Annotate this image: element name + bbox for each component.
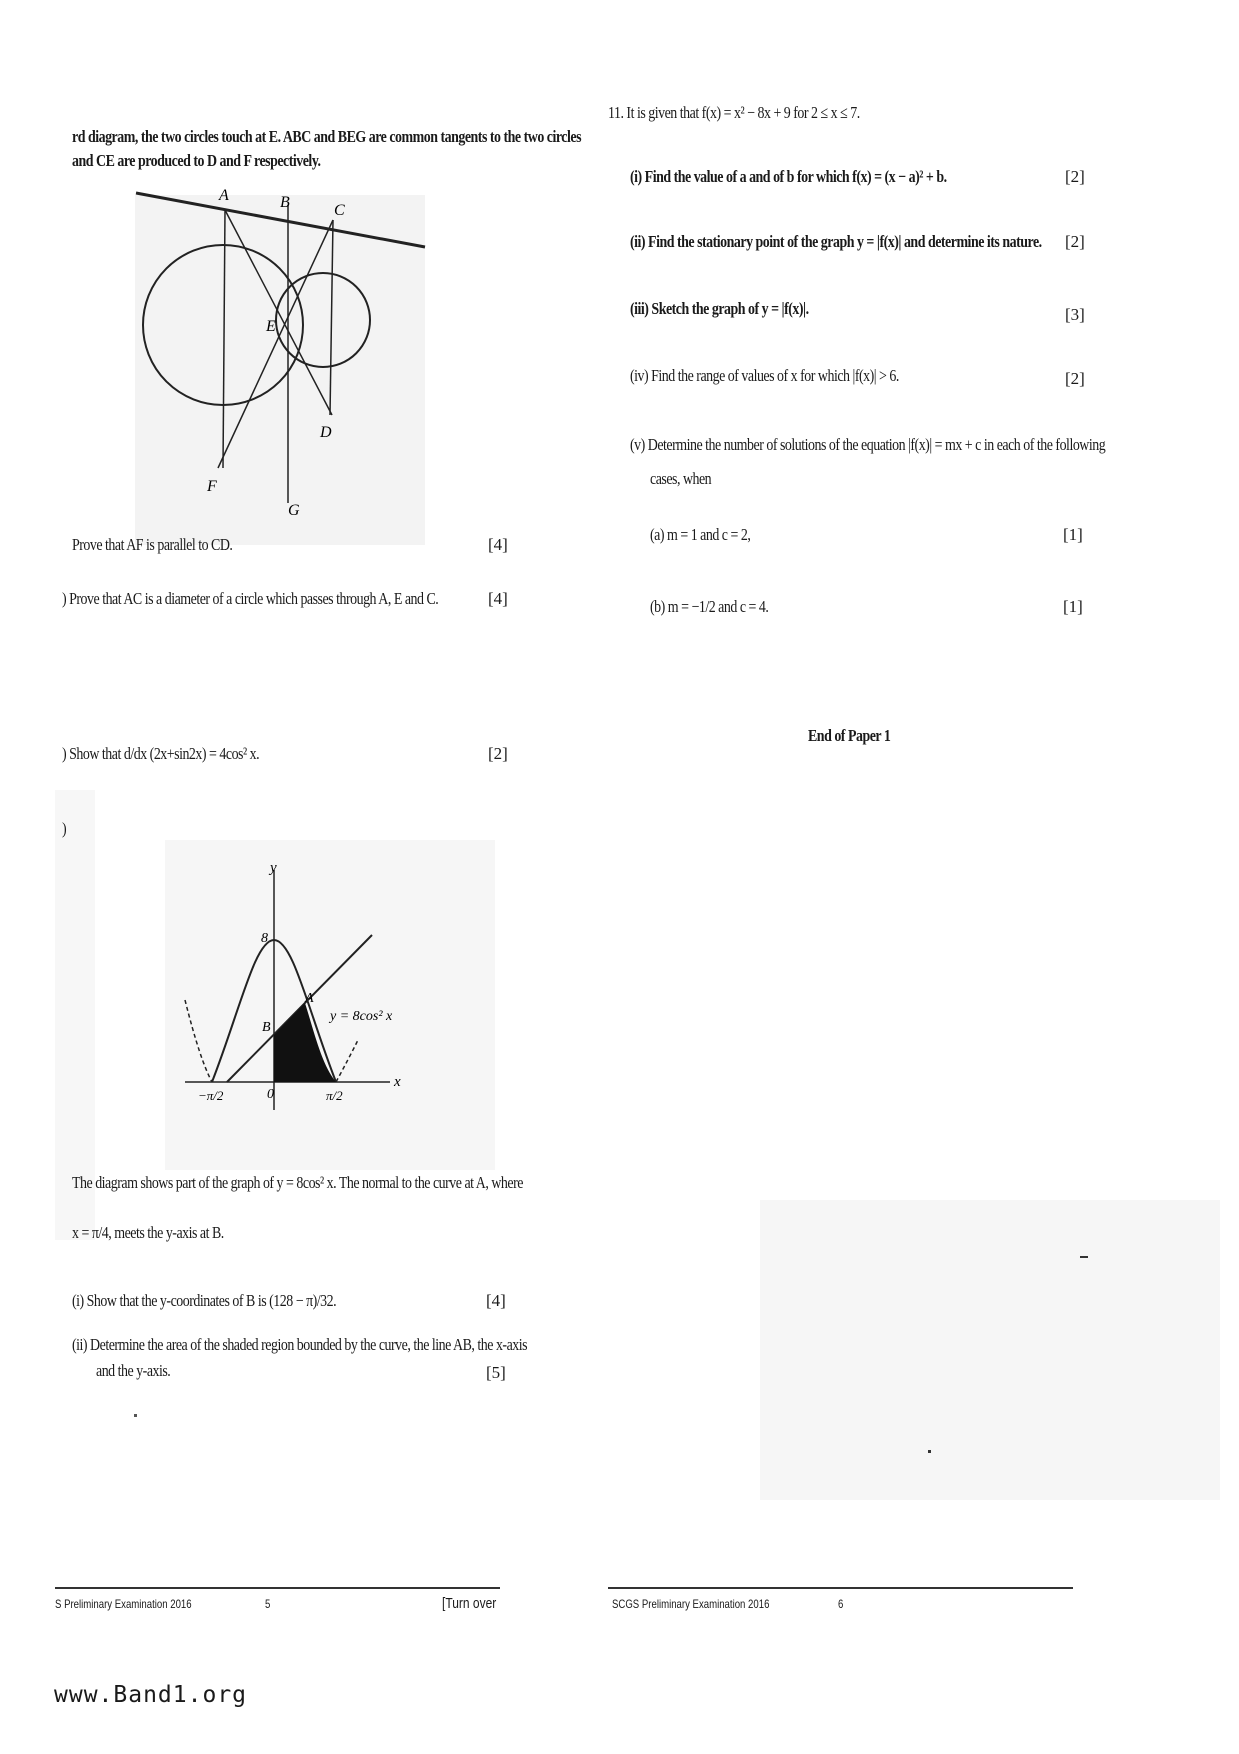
q10-intro-line2: and CE are produced to D and F respectively. — [72, 151, 321, 170]
q-part-iv-marks: [2] — [1065, 369, 1085, 388]
q11b-text-line2: x = π/4, meets the y-axis at B. — [72, 1223, 224, 1242]
label-pi-2: π/2 — [326, 1088, 343, 1103]
q10-intro-line1: rd diagram, the two circles touch at E. ABC and BEG are common tangents to the two circles — [72, 127, 582, 146]
two-circles-diagram — [130, 185, 430, 515]
footer-left-page: 5 — [265, 1597, 271, 1611]
q-part-v-a-marks: [1] — [1063, 525, 1083, 544]
q-part-iv: (iv) Find the range of values of x for which |f(x)| > 6. — [630, 366, 899, 385]
q10-part-i: Prove that AF is parallel to CD. — [72, 535, 233, 554]
label-E: E — [266, 318, 276, 335]
footer-rule-right — [608, 1587, 1073, 1589]
q-part-ii: (ii) Find the stationary point of the graph y = |f(x)| and determine its nature. — [630, 232, 1042, 251]
label-eight: 8 — [261, 931, 268, 946]
label-C: C — [334, 202, 345, 219]
q10-part-ii-marks: [4] — [488, 589, 508, 608]
scan-speck — [134, 1414, 137, 1417]
q-part-v-b: (b) m = −1/2 and c = 4. — [650, 597, 769, 616]
label-point-A: A — [305, 991, 314, 1006]
footer-left-exam: S Preliminary Examination 2016 — [55, 1597, 192, 1611]
footer-rule-left — [55, 1587, 500, 1589]
label-origin: 0 — [267, 1087, 274, 1102]
q11b-text-line1: The diagram shows part of the graph of y = 8cos² x. The normal to the curve at A, where — [72, 1173, 523, 1192]
footer-right-exam: SCGS Preliminary Examination 2016 — [612, 1597, 770, 1611]
label-G: G — [288, 502, 300, 515]
q-part-v-line1: (v) Determine the number of solutions of the equation |f(x)| = mx + c in each of the following — [630, 435, 1106, 454]
q11-part-a-marks: [2] — [488, 744, 508, 763]
end-of-paper: End of Paper 1 — [808, 726, 891, 745]
q-part-i-marks: [2] — [1065, 167, 1085, 186]
label-D: D — [320, 424, 332, 441]
q11-part-b-label: ) — [62, 819, 67, 838]
label-point-B: B — [262, 1020, 271, 1035]
label-F: F — [207, 478, 217, 495]
scan-speck — [1080, 1256, 1088, 1258]
axis-y-label: y — [270, 860, 277, 876]
footer-right-page: 6 — [838, 1597, 844, 1611]
q11-part-a: ) Show that d/dx (2x+sin2x) = 4cos² x. — [62, 744, 260, 763]
scan-speck — [928, 1450, 931, 1453]
q-part-iii-marks: [3] — [1065, 305, 1085, 324]
watermark-url: www.Band1.org — [54, 1682, 248, 1708]
q-part-iii: (iii) Sketch the graph of y = |f(x)|. — [630, 299, 809, 318]
q11b-part-i-marks: [4] — [486, 1291, 506, 1310]
q11-intro: 11. It is given that f(x) = x² − 8x + 9 for 2 ≤ x ≤ 7. — [608, 103, 860, 122]
footer-turn-over: [Turn over — [442, 1595, 497, 1612]
q-part-v-b-marks: [1] — [1063, 597, 1083, 616]
q10-part-i-marks: [4] — [488, 535, 508, 554]
label-B: B — [280, 194, 290, 211]
q10-part-ii: ) Prove that AC is a diameter of a circle which passes through A, E and C. — [62, 589, 439, 608]
curve-equation-label: y = 8cos² x — [330, 1009, 393, 1024]
q11b-part-ii-line1: (ii) Determine the area of the shaded region bounded by the curve, the line AB, the x-axis — [72, 1335, 528, 1354]
q-part-v-a: (a) m = 1 and c = 2, — [650, 525, 751, 544]
q-part-v-line2: cases, when — [650, 469, 712, 488]
label-neg-pi-2: −π/2 — [198, 1088, 224, 1103]
q11b-part-ii-marks: [5] — [486, 1363, 506, 1382]
q11b-part-ii-line2: and the y-axis. — [96, 1361, 171, 1380]
scan-shadow — [760, 1200, 1220, 1500]
label-A: A — [219, 187, 229, 204]
cosine-graph — [170, 860, 410, 1120]
q11b-part-i: (i) Show that the y-coordinates of B is (128 − π)/32. — [72, 1291, 337, 1310]
q-part-ii-marks: [2] — [1065, 232, 1085, 251]
axis-x-label: x — [394, 1074, 401, 1090]
q-part-i: (i) Find the value of a and of b for which f(x) = (x − a)² + b. — [630, 167, 947, 186]
